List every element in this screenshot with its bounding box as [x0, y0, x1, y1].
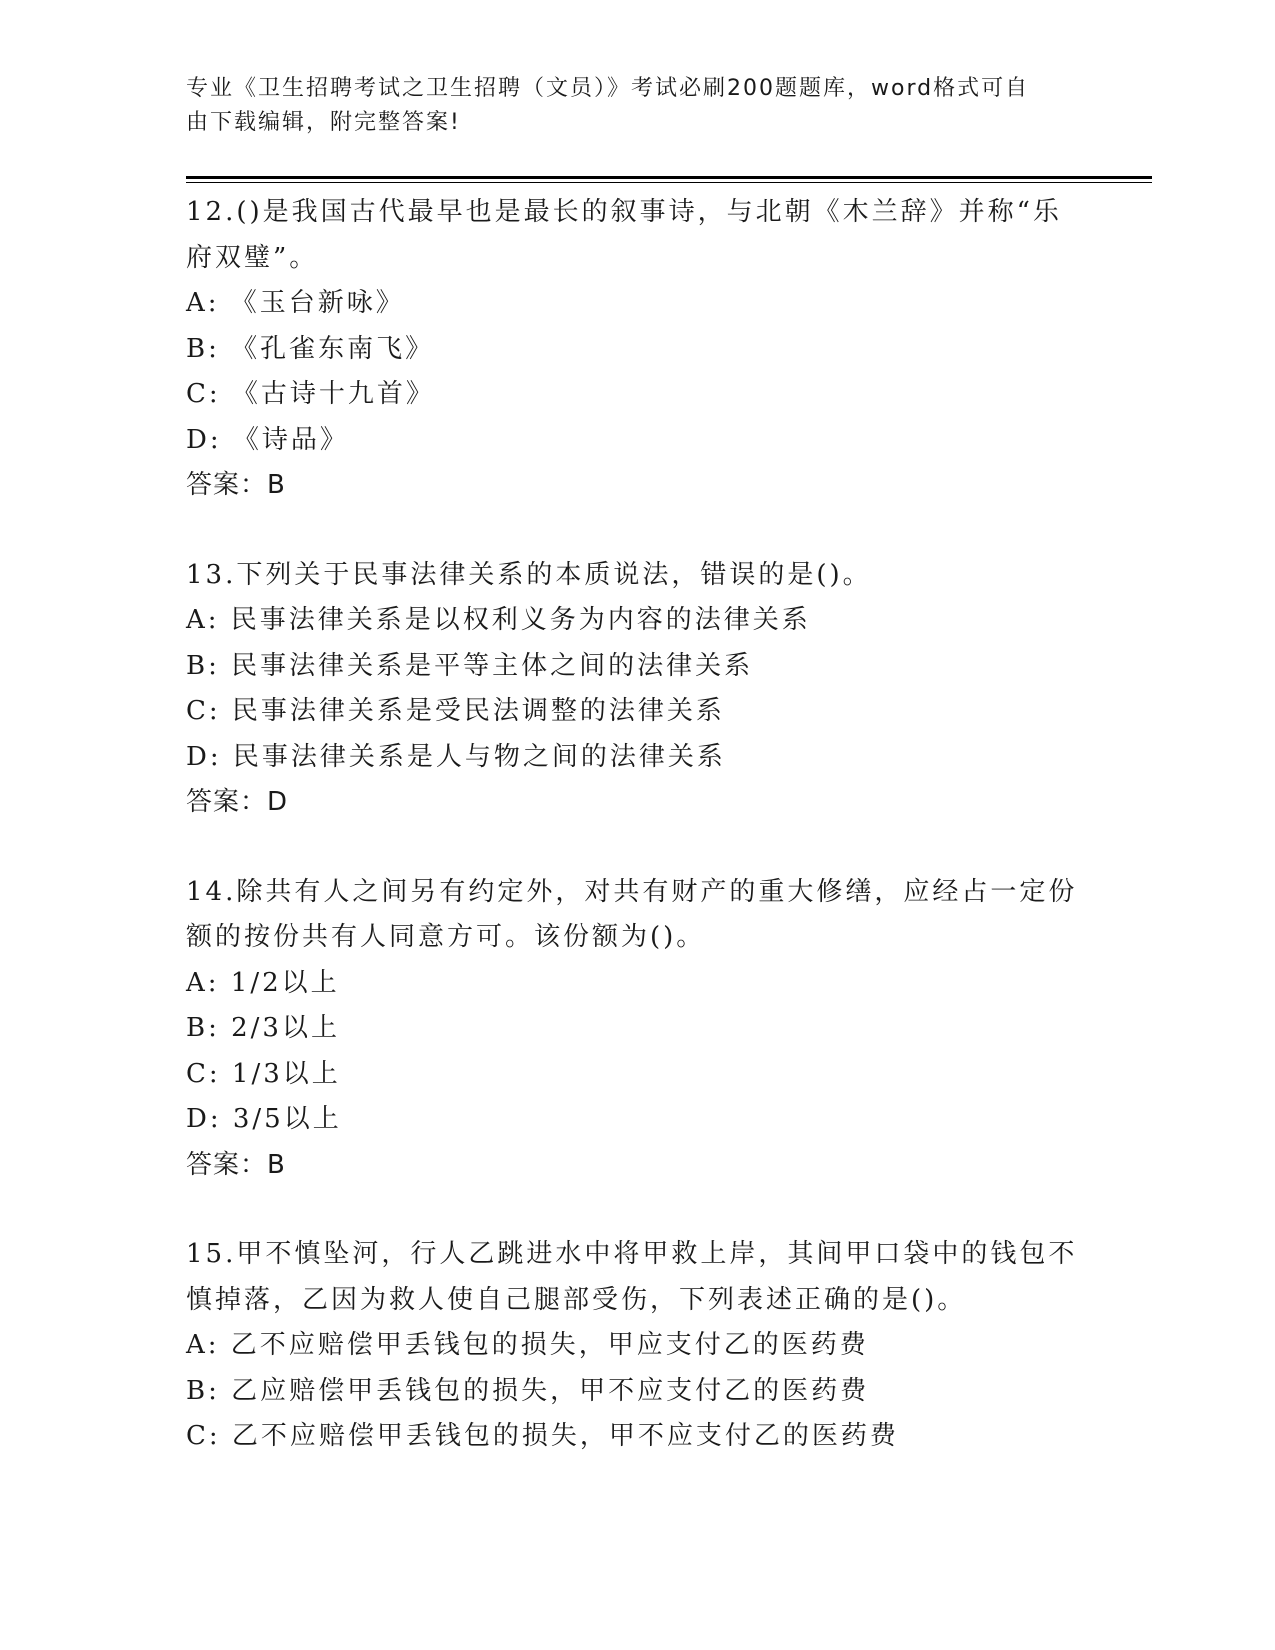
question-12 [186, 190, 1086, 509]
question-14 [186, 870, 1086, 1189]
document-header [186, 72, 1066, 140]
question-13 [186, 553, 1086, 826]
option-b: B: 2/3以上 [186, 1013, 340, 1043]
option-a: A: 民事法律关系是以权利义务为内容的法律关系 [186, 605, 811, 635]
option-c: C: 民事法律关系是受民法调整的法律关系 [186, 696, 725, 726]
option-a: A: 1/2以上 [186, 967, 340, 998]
answer-line: 答案：D [186, 787, 289, 817]
option-a: A: 乙不应赔偿甲丢钱包的损失，甲应支付乙的医药费 [186, 1330, 869, 1360]
question-stem: 13.下列关于民事法律关系的本质说法，错误的是()。 [186, 559, 872, 590]
question-stem: 慎掉落，乙因为救人使自己腿部受伤，下列表述正确的是()。 [186, 1284, 967, 1315]
question-stem: 额的按份共有人同意方可。该份额为()。 [186, 922, 706, 952]
option-b: B: 民事法律关系是平等主体之间的法律关系 [186, 650, 754, 681]
question-15 [186, 1232, 1086, 1460]
option-d: D: 《诗品》 [186, 424, 349, 455]
option-c: C: 乙不应赔偿甲丢钱包的损失，甲不应支付乙的医药费 [186, 1421, 899, 1451]
header-divider-thick [186, 176, 1152, 179]
header-line: 专业《卫生招聘考试之卫生招聘（文员）》考试必刷200题题库，word格式可自 [186, 76, 1030, 101]
question-stem: 14.除共有人之间另有约定外，对共有财产的重大修缮，应经占一定份 [186, 876, 1078, 907]
option-b: B: 《孔雀东南飞》 [186, 333, 435, 364]
option-b: B: 乙应赔偿甲丢钱包的损失，甲不应支付乙的医药费 [186, 1375, 870, 1406]
answer-line: 答案：B [186, 1149, 286, 1180]
option-d: D: 民事法律关系是人与物之间的法律关系 [186, 741, 726, 772]
question-stem: 府双璧”。 [186, 242, 319, 273]
question-stem: 15.甲不慎坠河，行人乙跳进水中将甲救上岸，其间甲口袋中的钱包不 [186, 1239, 1078, 1269]
header-divider-thin [186, 182, 1152, 183]
question-list [186, 190, 1086, 1504]
option-d: D: 3/5以上 [186, 1104, 342, 1134]
option-c: C: 1/3以上 [186, 1058, 341, 1089]
option-a: A: 《玉台新咏》 [186, 288, 405, 318]
option-c: C: 《古诗十九首》 [186, 379, 435, 409]
question-stem: 12.()是我国古代最早也是最长的叙事诗，与北朝《木兰辞》并称“乐 [186, 197, 1062, 227]
header-line: 由下载编辑，附完整答案! [186, 110, 461, 135]
answer-line: 答案：B [186, 470, 286, 500]
